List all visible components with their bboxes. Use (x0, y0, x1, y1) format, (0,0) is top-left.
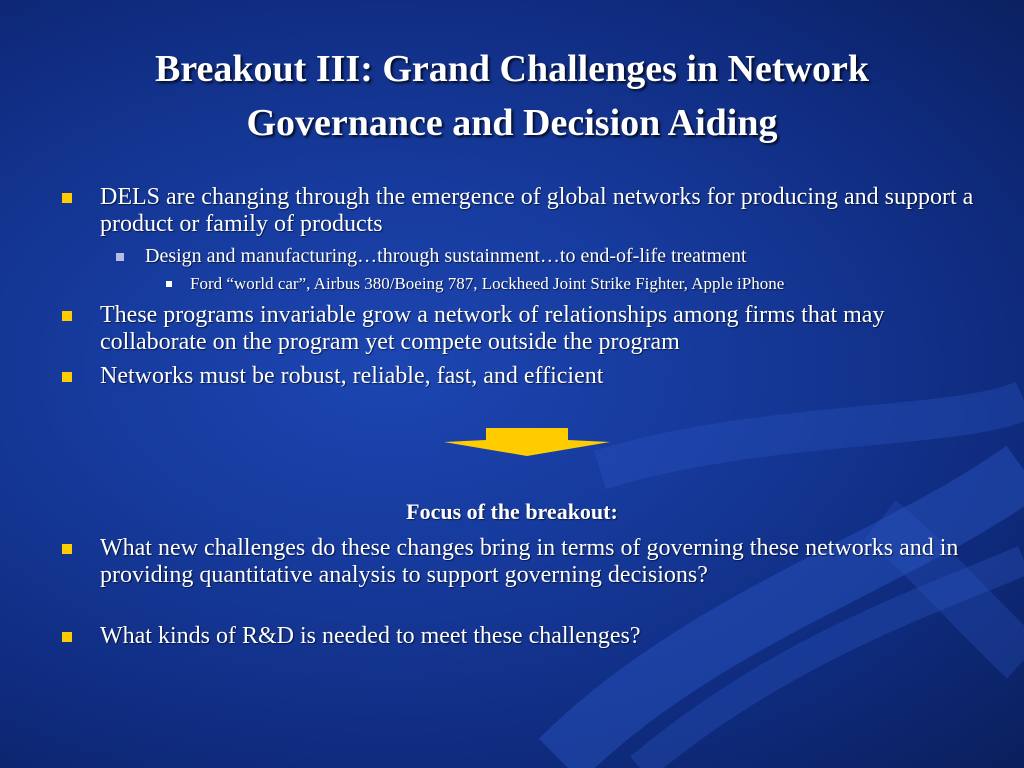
square-bullet-icon (62, 372, 72, 382)
bullet-item-1: DELS are changing through the emergence of global networks for producing and support a product or family of products (100, 184, 974, 237)
focus-heading: Focus of the breakout: (406, 499, 618, 524)
square-bullet-icon (62, 632, 72, 642)
bullet-item-2: These programs invariable grow a network of relationships among firms that may collaborate on the program yet compete outside the program (100, 302, 885, 355)
title-line-2: Governance and Decision Aiding (246, 102, 778, 144)
square-bullet-icon (62, 544, 72, 554)
square-bullet-icon (62, 193, 72, 203)
focus-question-2: What kinds of R&D is needed to meet these challenges? (100, 623, 641, 649)
title-line-1: Breakout III: Grand Challenges in Network (155, 48, 869, 90)
focus-question-1: What new challenges do these changes bring in terms of governing these networks and in providing quantitative analysis to support governing decisions? (100, 535, 959, 588)
bullet-subsubitem-1: Ford “world car”, Airbus 380/Boeing 787, Lockheed Joint Strike Fighter, Apple iPhone (190, 274, 785, 293)
slide-title (0, 42, 1024, 150)
square-bullet-icon (166, 281, 172, 287)
bullet-item-3: Networks must be robust, reliable, fast, and efficient (100, 363, 604, 389)
square-bullet-icon (62, 311, 72, 321)
down-arrow-icon (444, 428, 610, 458)
bullet-subitem-1: Design and manufacturing…through sustainment…to end-of-life treatment (145, 245, 747, 267)
square-bullet-icon (116, 253, 124, 261)
